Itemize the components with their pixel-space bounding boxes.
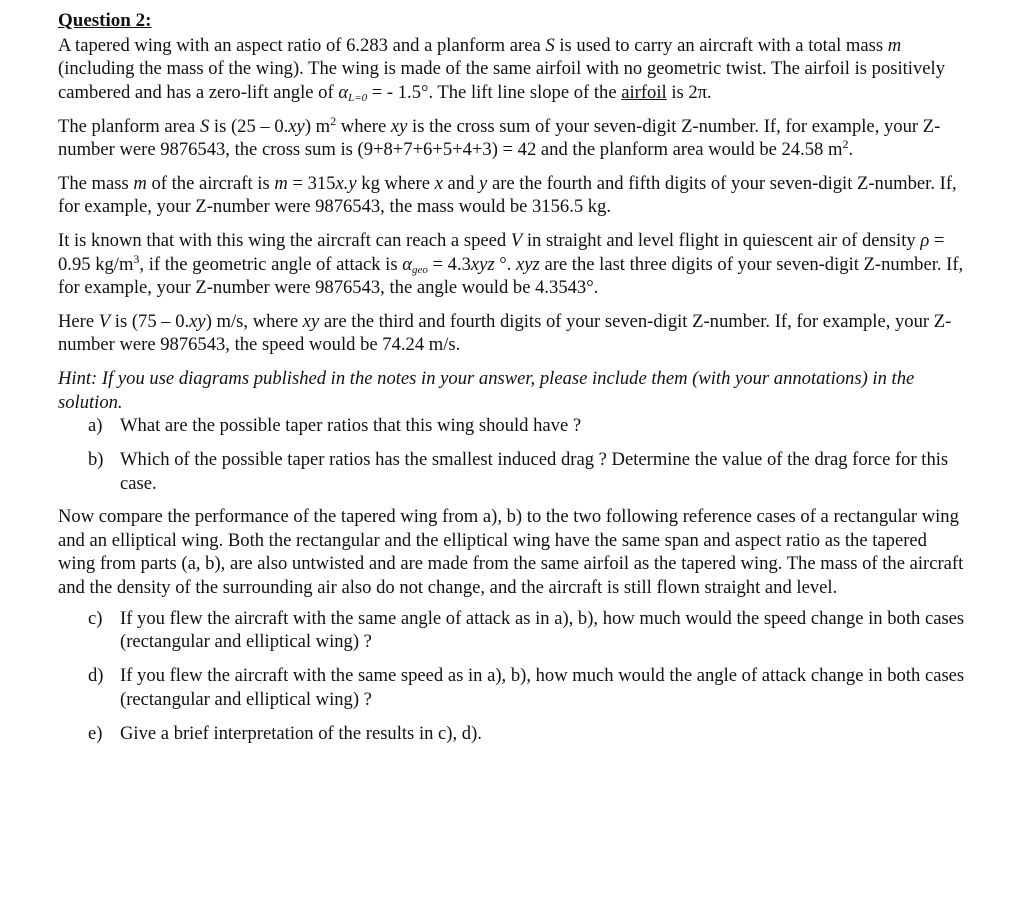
question-text: If you flew the aircraft with the same speed as in a), b), how much would the angle of attack change in both cases (rectangular and elliptical wing) ? bbox=[120, 665, 965, 710]
paragraph-velocity: Here V is (75 – 0.xy) m/s, where xy are the third and fourth digits of your seven-digit Z-number. If, for example, your Z-number were 9876543, the speed would be 74.24 m/s. bbox=[58, 311, 952, 356]
question-text: What are the possible taper ratios that this wing should have ? bbox=[120, 415, 582, 437]
list-item bbox=[58, 448, 966, 495]
paragraph-planform-area: The planform area S is (25 – 0.xy) $m^2$ where xy is the cross sum of your seven-digit Z-number. If, for example, your Z-number were 9876543, the cross sum is (9+8+7+6+5+4+3) = 42 and the planform area would be 24.58 $m^2$. bbox=[58, 113, 941, 161]
question-text: If you flew the aircraft with the same angle of attack as in a), b), how much would the speed change in both cases (rectangular and elliptical wing) ? bbox=[120, 608, 965, 653]
hint-text: Hint: If you use diagrams published in the notes in your answer, please include them (with your annotations) in the solution. bbox=[58, 368, 915, 413]
question-list-cde bbox=[58, 607, 966, 745]
question-text: Give a brief interpretation of the results in c), d). bbox=[120, 722, 482, 744]
question-text: Which of the possible taper ratios has the smallest induced drag ? Determine the value of the drag force for this case. bbox=[120, 449, 949, 494]
question-label: e) bbox=[88, 722, 103, 744]
list-item bbox=[58, 664, 966, 711]
paragraph-mass: The mass m of the aircraft is m = 315x.y kg where x and y are the fourth and fifth digits of your seven-digit Z-number. If, for example, your Z-number were 9876543, the mass would be 3156.5 kg. bbox=[58, 173, 957, 218]
paragraph-comparison: Now compare the performance of the tapered wing from a), b) to the two following reference cases of a rectangular wing and an elliptical wing. Both the rectangular and the elliptical wing have the same span and aspect ratio as the tapered wing from parts (a, b), are also untwisted and are made from the same airfoil as the tapered wing. The mass of the aircraft and the density of the surrounding air also do not change, and the aircraft is still flown straight and level. bbox=[58, 506, 964, 598]
question-label: c) bbox=[88, 608, 103, 630]
question-label: d) bbox=[88, 665, 104, 687]
paragraph-wing-description: A tapered wing with an aspect ratio of 6.283 and a planform area S is used to carry an aircraft with a total mass m (including the mass of the wing). The wing is made of the same airfoil with no geometric twist. The airfoil is positively cambered and has a zero-lift angle of αL=0 = - 1.5°. The lift line slope of the airfoil is 2π. bbox=[58, 35, 945, 104]
question-label: b) bbox=[88, 449, 104, 471]
list-item bbox=[58, 414, 966, 437]
question-title: Question 2: bbox=[58, 10, 152, 31]
list-item bbox=[58, 722, 966, 745]
question-list-ab bbox=[58, 414, 966, 495]
list-item bbox=[58, 607, 966, 654]
paragraph-speed-density: It is known that with this wing the aircraft can reach a speed V in straight and level flight in quiescent air of density ρ = 0.95 $kg/m^3$, if the geometric angle of attack is αgeo = 4.3xyz °. xyz are the last three digits of your seven-digit Z-number. If, for example, your Z-number were 9876543, the angle would be 4.3543°. bbox=[58, 230, 964, 299]
question-label: a) bbox=[88, 415, 103, 437]
document bbox=[58, 8, 966, 756]
